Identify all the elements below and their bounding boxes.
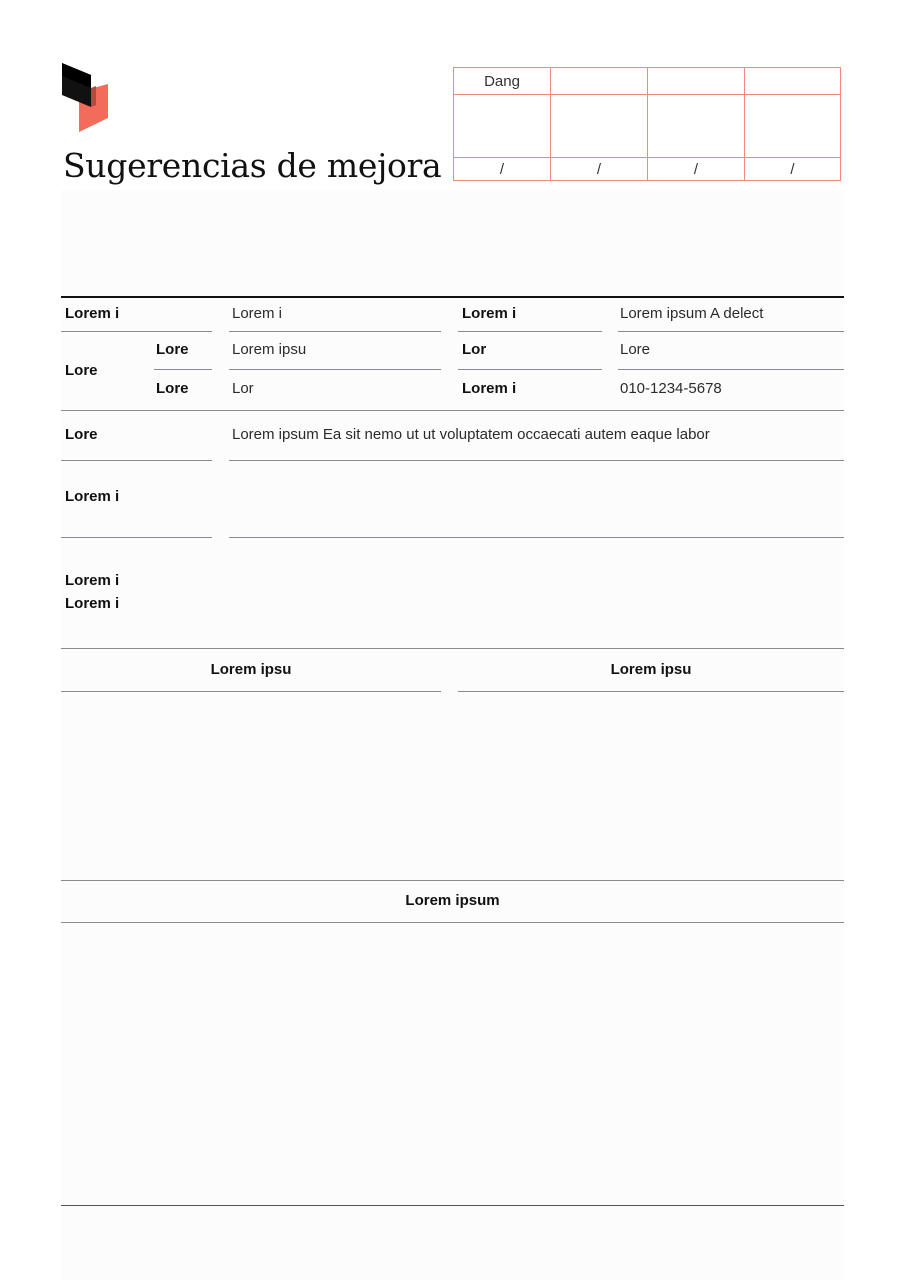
divider <box>229 369 441 370</box>
divider <box>61 460 212 461</box>
section-content-left[interactable] <box>61 696 441 876</box>
date-cell[interactable]: / <box>550 157 648 181</box>
field-value[interactable]: Lore <box>620 341 651 358</box>
divider <box>229 537 844 538</box>
approval-header-cell <box>744 67 841 95</box>
bottom-rule <box>61 1205 844 1206</box>
field-label: Lore <box>65 426 98 443</box>
section-header-left: Lorem ipsu <box>210 661 292 678</box>
field-input-area[interactable] <box>229 545 844 643</box>
field-label: Lorem i <box>65 572 120 589</box>
divider <box>458 369 602 370</box>
signature-box[interactable] <box>647 94 745 158</box>
signature-box[interactable] <box>453 94 551 158</box>
field-value[interactable]: Lorem ipsum Ea sit nemo ut ut voluptatem occaecati autem eaque labor <box>232 426 710 443</box>
top-rule <box>61 296 844 298</box>
divider <box>618 331 844 332</box>
signature-box[interactable] <box>550 94 648 158</box>
date-cell[interactable]: / <box>744 157 841 181</box>
field-input-area[interactable] <box>229 465 844 533</box>
field-value[interactable]: Lor <box>232 380 254 397</box>
logo-icon <box>61 62 109 134</box>
signature-box[interactable] <box>744 94 841 158</box>
date-cell[interactable]: / <box>453 157 551 181</box>
approval-header-cell <box>550 67 648 95</box>
divider <box>229 331 441 332</box>
divider <box>458 331 602 332</box>
field-value[interactable]: Lorem ipsum A delect <box>620 305 764 322</box>
divider <box>618 369 844 370</box>
divider <box>229 460 844 461</box>
field-label: Lor <box>462 341 487 358</box>
phone-value[interactable]: 010-1234-5678 <box>620 380 722 397</box>
divider <box>61 537 212 538</box>
field-label: Lorem i <box>462 380 517 397</box>
field-value[interactable]: Lorem ipsu <box>232 341 307 358</box>
field-label: Lorem i <box>65 305 120 322</box>
approval-label: Dang <box>453 67 551 95</box>
divider <box>61 691 441 692</box>
divider <box>61 410 844 411</box>
approval-grid <box>453 67 841 181</box>
field-sublabel: Lore <box>156 380 189 397</box>
page-title: Sugerencias de mejora <box>63 146 442 185</box>
divider <box>61 880 844 881</box>
section-content-right[interactable] <box>458 696 844 876</box>
group-label: Lore <box>65 362 98 379</box>
section-header-right: Lorem ipsu <box>610 661 692 678</box>
section-header-bottom: Lorem ipsum <box>405 892 500 909</box>
divider <box>154 369 212 370</box>
field-label: Lorem i <box>65 488 120 505</box>
divider <box>61 648 844 649</box>
field-label: Lorem i <box>65 595 120 612</box>
section-content-bottom[interactable] <box>61 927 844 1201</box>
date-cell[interactable]: / <box>647 157 745 181</box>
divider <box>458 691 844 692</box>
field-label: Lorem i <box>462 305 517 322</box>
divider <box>61 922 844 923</box>
field-value[interactable]: Lorem i <box>232 305 283 322</box>
divider <box>61 331 212 332</box>
approval-header-cell <box>647 67 745 95</box>
field-sublabel: Lore <box>156 341 189 358</box>
